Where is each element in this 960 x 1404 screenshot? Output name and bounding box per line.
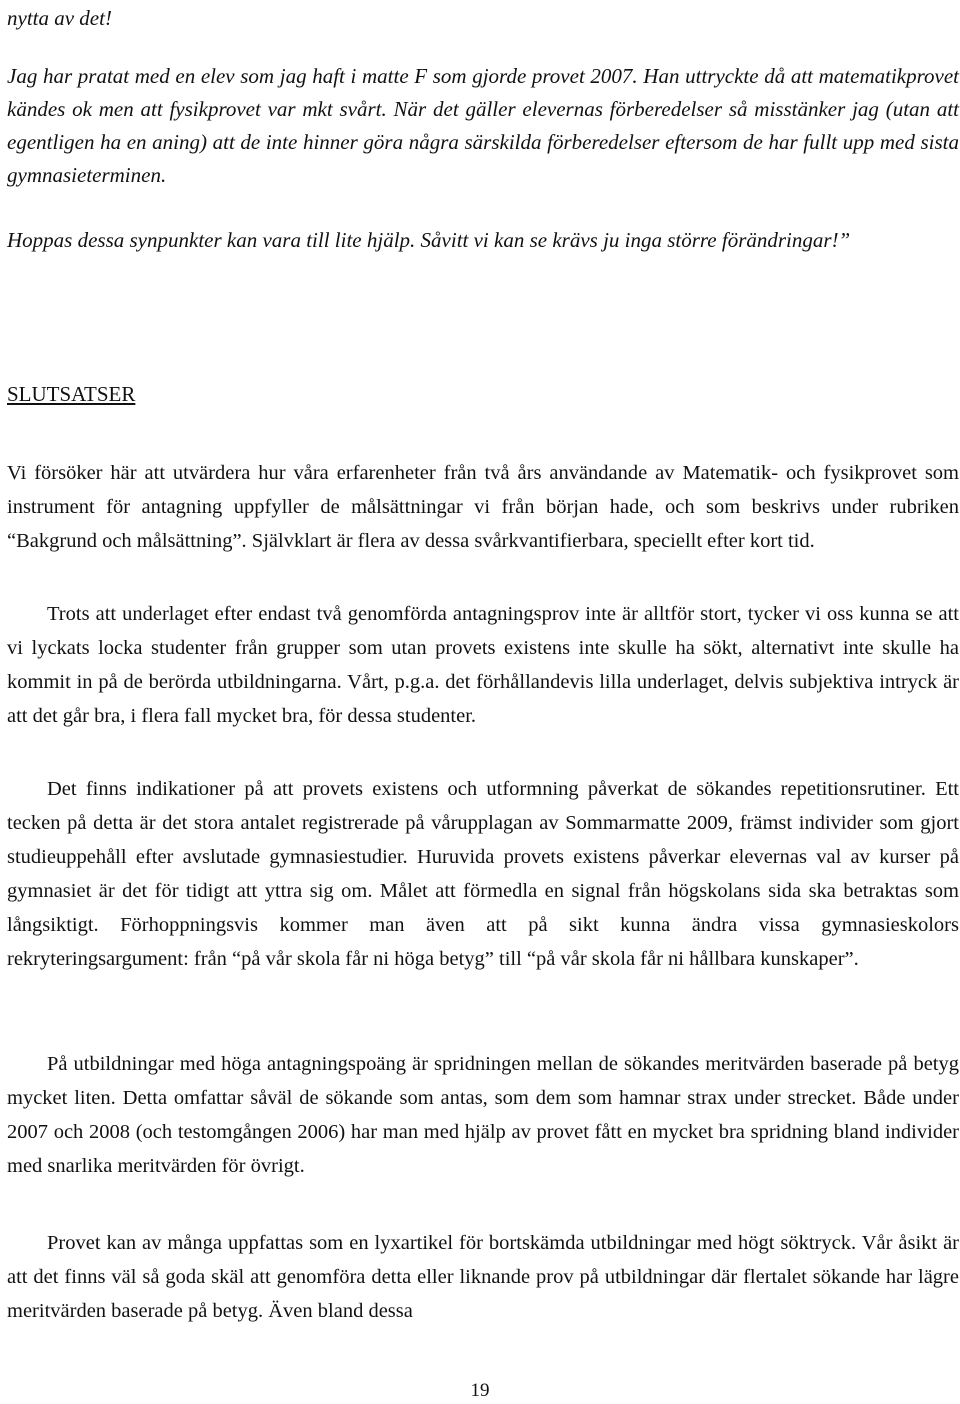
body-paragraph-4: På utbildningar med höga antagningspoäng är spridningen mellan de sökandes meritvärden baserade på betyg mycket liten. Detta omfattar såväl de sökande som antas, som dem som hamnar strax under strecket. Både under 2007 och 2008 (och testomgången 2006) har man med hjälp av provet fått en mycket bra spridning bland individer med snarlika meritvärden för övrigt. <box>7 1053 959 1177</box>
body-paragraph-5: Provet kan av många uppfattas som en lyxartikel för bortskämda utbildningar med högt söktryck. Vår åsikt är att det finns väl så goda skäl att genomföra detta eller liknande prov på utbildningar där flertalet sökande har lägre meritvärden baserade på betyg. Även bland dessa <box>7 1232 959 1322</box>
quote-paragraph-1: Jag har pratat med en elev som jag haft i matte F som gjorde provet 2007. Han uttryckte då att matematikprovet kändes ok men att fysikprovet var mkt svårt. När det gäller elevernas förberedelser så misstänker jag (utan att egentligen ha en aning) att de inte hinner göra några särskilda förberedelser eftersom de har fullt upp med sista gymnasieterminen. <box>7 64 959 187</box>
body-paragraph-3: Det finns indikationer på att provets existens och utformning påverkat de sökandes repetitionsrutiner. Ett tecken på detta är det stora antalet registrerade på vårupplagan av Sommarmatte 2009, främst individer som gjort studieuppehåll efter avslutade gymnasiestudier. Huruvida provets existens påverkar elevernas val av kurser på gymnasiet är det för tidigt att yttra sig om. Målet att förmedla en signal från högskolans sida ska betraktas som långsiktigt. Förhoppningsvis kommer man även att på sikt kunna ändra vissa gymnasieskolors rekryteringsargument: från “på vår skola får ni höga betyg” till “på vår skola får ni hållbara kunskaper”. <box>7 778 959 970</box>
body-paragraph-1: Vi försöker här att utvärdera hur våra erfarenheter från två års användande av Matematik- och fysikprovet som instrument för antagning uppfyller de målsättningar vi från början hade, och som beskrivs under rubriken “Bakgrund och målsättning”. Självklart är flera av dessa svårkvantifierbara, speciellt efter kort tid. <box>7 462 959 552</box>
quote-fragment: nytta av det! <box>7 6 112 30</box>
body-paragraph-2: Trots att underlaget efter endast två genomförda antagningsprov inte är alltför stort, tycker vi oss kunna se att vi lyckats locka studenter från grupper som utan provets existens inte skulle ha sökt, alternativt inte skulle ha kommit in på de berörda utbildningarna. Vårt, p.g.a. det förhållandevis lilla underlaget, delvis subjektiva intryck är att det går bra, i flera fall mycket bra, för dessa studenter. <box>7 603 959 727</box>
quote-paragraph-2: Hoppas dessa synpunkter kan vara till lite hjälp. Såvitt vi kan se krävs ju inga större förändringar!” <box>7 228 851 252</box>
section-heading: SLUTSATSER <box>7 382 136 406</box>
page-number: 19 <box>470 1380 490 1401</box>
